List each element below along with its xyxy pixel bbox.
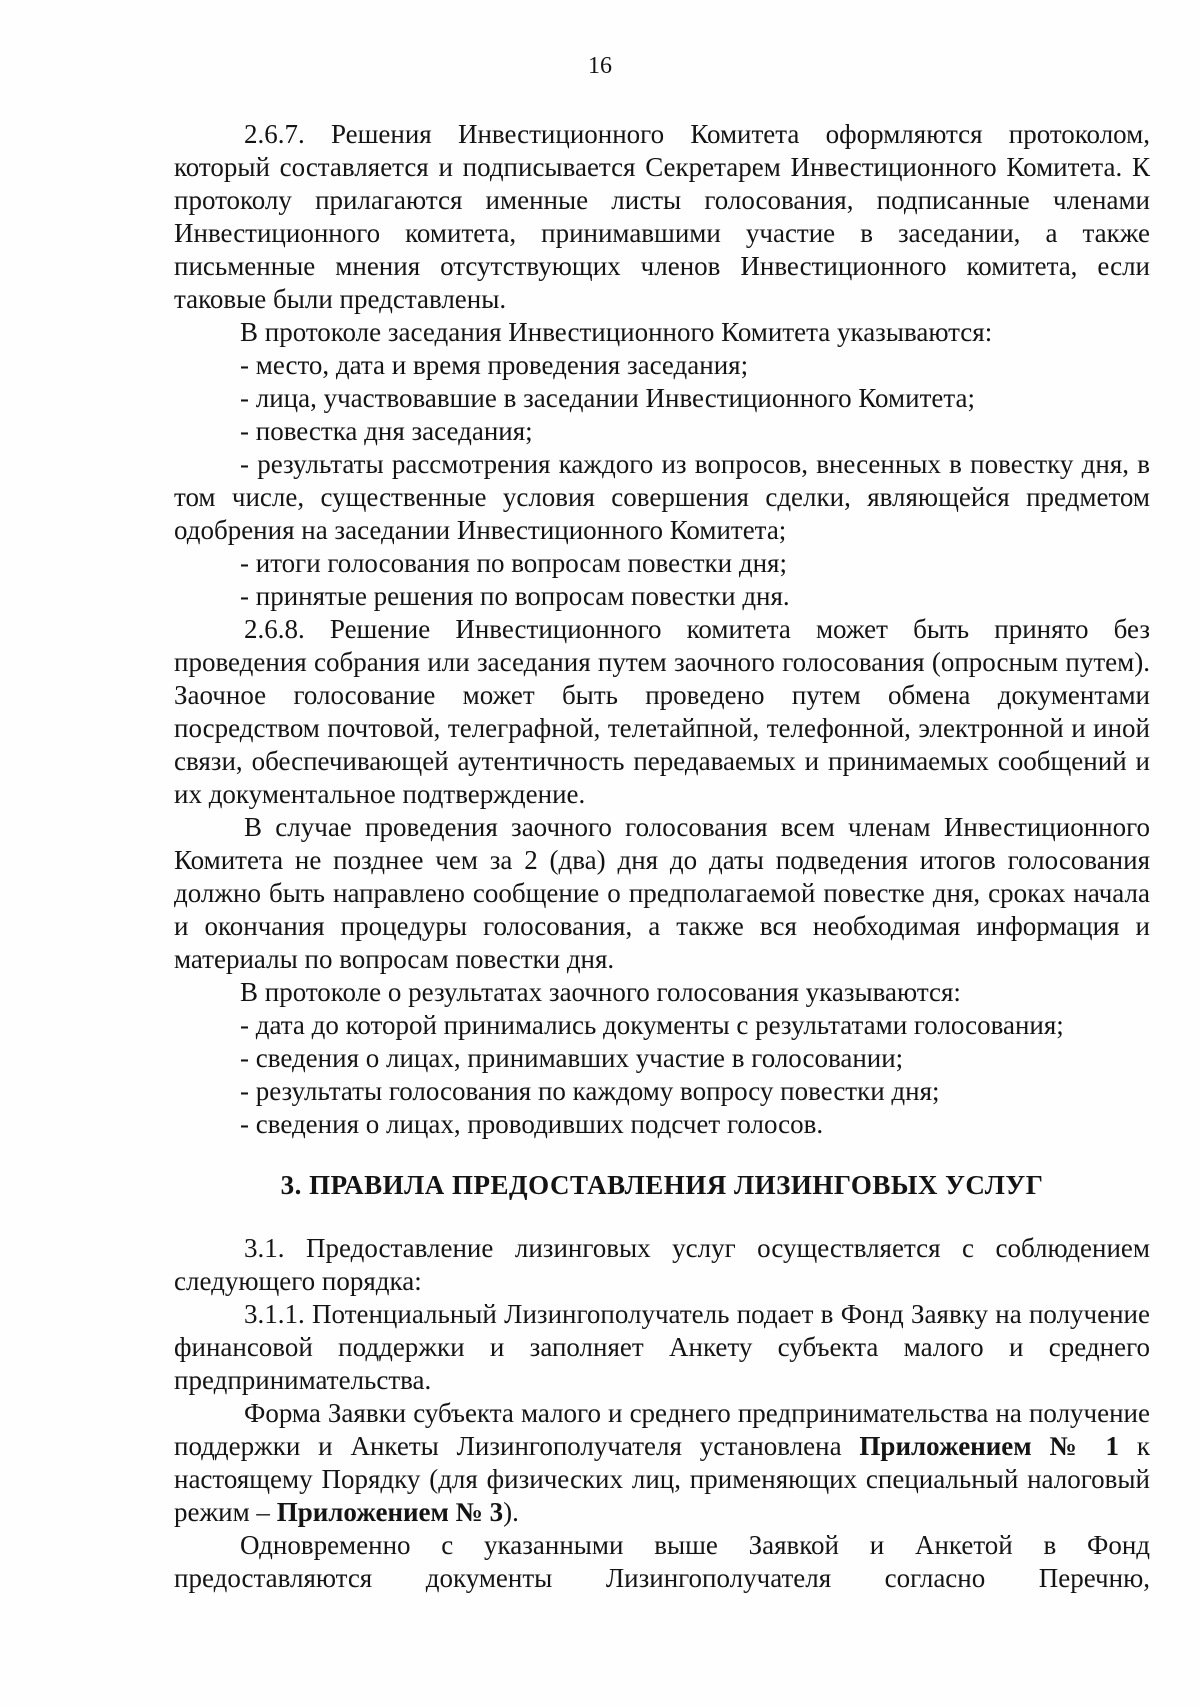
form-text: Форма Заявки субъекта малого и среднего предпринимательства на получение поддержки и Анкеты Лизингополучателя установлена [174, 1398, 1150, 1461]
paragraph-2-6-8: 2.6.8. Решение Инвестиционного комитета может быть принято без проведения собрания или заседания путем заочного голосования (опросным путем). Заочное голосование может быть проведено путем обмена документами посредством почтовой, телеграфной, телетайпной, телефонной, электронной и иной связи, обеспечивающей аутентичность передаваемых и принимаемых сообщений и их документальное подтверждение. [174, 614, 1150, 809]
paragraph-application-form [174, 1397, 1150, 1529]
paragraph-3-1-1: 3.1.1. Потенциальный Лизингополучатель подает в Фонд Заявку на получение финансовой поддержки и заполняет Анкету субъекта малого и среднего предпринимательства. [174, 1299, 1150, 1395]
paragraph-documents-list: Одновременно с указанными выше Заявкой и Анкетой в Фонд предоставляются документы Лизингополучателя согласно Перечню, [174, 1530, 1150, 1593]
form-text: ). [503, 1497, 519, 1527]
list-item: - повестка дня заседания; [240, 416, 533, 446]
list-item: - место, дата и время проведения заседания; [240, 350, 749, 380]
section-heading: 3. ПРАВИЛА ПРЕДОСТАВЛЕНИЯ ЛИЗИНГОВЫХ УСЛУГ [280, 1170, 1044, 1200]
appendix-1-ref: Приложением № 1 [859, 1431, 1120, 1461]
document-body [174, 118, 1150, 1595]
paragraph-3-1: 3.1. Предоставление лизинговых услуг осуществляется с соблюдением следующего порядка: [174, 1233, 1150, 1296]
page-number: 16 [588, 53, 612, 79]
form-text: к настоящему Порядку (для физических лиц, применяющих специальный налоговый режим – [174, 1431, 1150, 1527]
paragraph-2-6-7: 2.6.7. Решения Инвестиционного Комитета оформляются протоколом, который составляется и подписывается Секретарем Инвестиционного Комитета. К протоколу прилагаются именные листы голосования, подписанные членами Инвестиционного комитета, принимавшими участие в заседании, а также письменные мнения отсутствующих членов Инвестиционного комитета, если таковые были представлены. [174, 119, 1150, 314]
appendix-3-ref: Приложением № 3 [276, 1497, 504, 1527]
list-item: - лица, участвовавшие в заседании Инвестиционного Комитета; [240, 383, 975, 413]
list-item: - итоги голосования по вопросам повестки дня; [240, 548, 787, 578]
list-item: - сведения о лицах, проводивших подсчет голосов. [240, 1109, 824, 1139]
list-intro-absentee-protocol: В протоколе о результатах заочного голосования указываются: [240, 977, 961, 1007]
list-item: - сведения о лицах, принимавших участие в голосовании; [240, 1043, 904, 1073]
list-item: - результаты голосования по каждому вопросу повестки дня; [240, 1076, 940, 1106]
list-intro-meeting-protocol: В протоколе заседания Инвестиционного Комитета указываются: [240, 317, 993, 347]
list-item: - принятые решения по вопросам повестки дня. [240, 581, 790, 611]
list-item: - дата до которой принимались документы с результатами голосования; [240, 1010, 1064, 1040]
list-item: - результаты рассмотрения каждого из вопросов, внесенных в повестку дня, в том числе, существенные условия совершения сделки, являющейся предметом одобрения на заседании Инвестиционного Комитета; [174, 449, 1150, 545]
paragraph-absentee-voting: В случае проведения заочного голосования всем членам Инвестиционного Комитета не позднее чем за 2 (два) дня до даты подведения итогов голосования должно быть направлено сообщение о предполагаемой повестке дня, сроках начала и окончания процедуры голосования, а также вся необходимая информация и материалы по вопросам повестки дня. [174, 812, 1150, 974]
